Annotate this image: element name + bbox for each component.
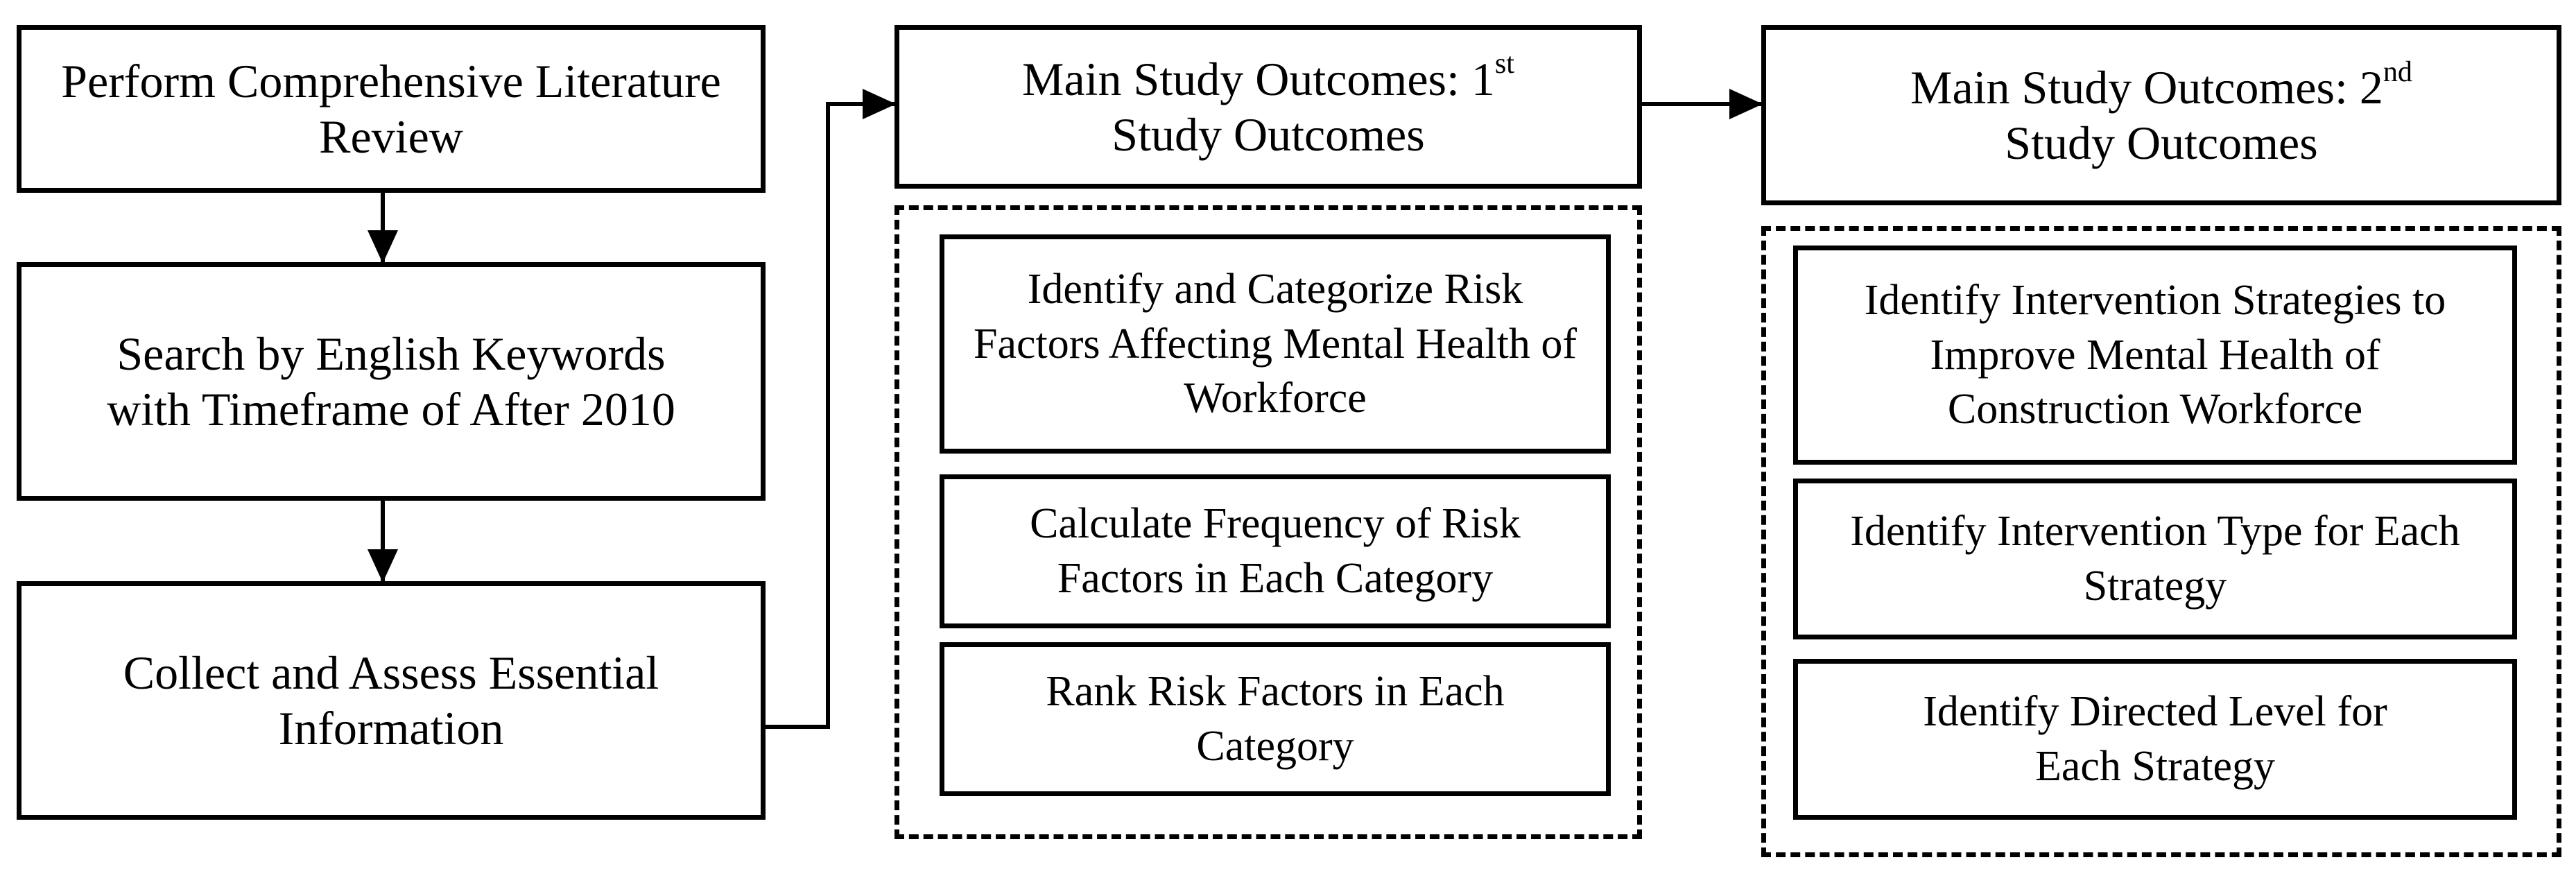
outcome1-item-text: Identify and Categorize Risk Factors Affecting Mental Health of Workforce: [973, 265, 1577, 422]
outcome1-item-text: Rank Risk Factors in Each Category: [1046, 668, 1505, 770]
outcome2-item-level: [1793, 659, 2517, 820]
outcome2-title-sup: nd: [2383, 55, 2412, 89]
arrow-step3-to-outcome1: [764, 104, 894, 727]
step-collect-assess-text: Collect and Assess Essential Information: [123, 646, 659, 755]
outcome1-item-frequency: [940, 474, 1611, 628]
outcome2-item-text: Identify Intervention Type for Each Strategy: [1850, 508, 2460, 610]
outcome2-title-text: [1910, 55, 2412, 171]
outcome2-item-type: [1793, 479, 2517, 639]
outcome1-item-text: Calculate Frequency of Risk Factors in Each Category: [1030, 500, 1521, 602]
outcome1-title-prefix: Main Study Outcomes: 1: [1022, 52, 1495, 105]
step-literature-review-text: Perform Comprehensive Literature Review: [61, 54, 721, 163]
outcome2-title-suffix: Study Outcomes: [2005, 117, 2318, 169]
outcome1-title: [894, 25, 1642, 189]
outcome2-title: [1761, 25, 2561, 205]
outcome2-title-prefix: Main Study Outcomes: 2: [1910, 60, 2383, 114]
outcome1-title-suffix: Study Outcomes: [1112, 108, 1425, 161]
outcome2-item-strategies: [1793, 246, 2517, 465]
step-keyword-search: [17, 262, 766, 501]
outcome1-title-text: [1022, 47, 1514, 162]
outcome2-item-text: Identify Intervention Strategies to Improve Mental Health of Construction Workforce: [1864, 276, 2446, 433]
outcome1-item-rank: [940, 642, 1611, 796]
step-literature-review: [17, 25, 766, 193]
step-keyword-search-text: Search by English Keywords with Timeframe of After 2010: [107, 327, 675, 436]
outcome1-title-sup: st: [1494, 47, 1514, 80]
outcome1-item-categorize: [940, 234, 1611, 454]
step-collect-assess: [17, 581, 766, 820]
outcome2-item-text: Identify Directed Level for Each Strategy: [1923, 688, 2387, 790]
